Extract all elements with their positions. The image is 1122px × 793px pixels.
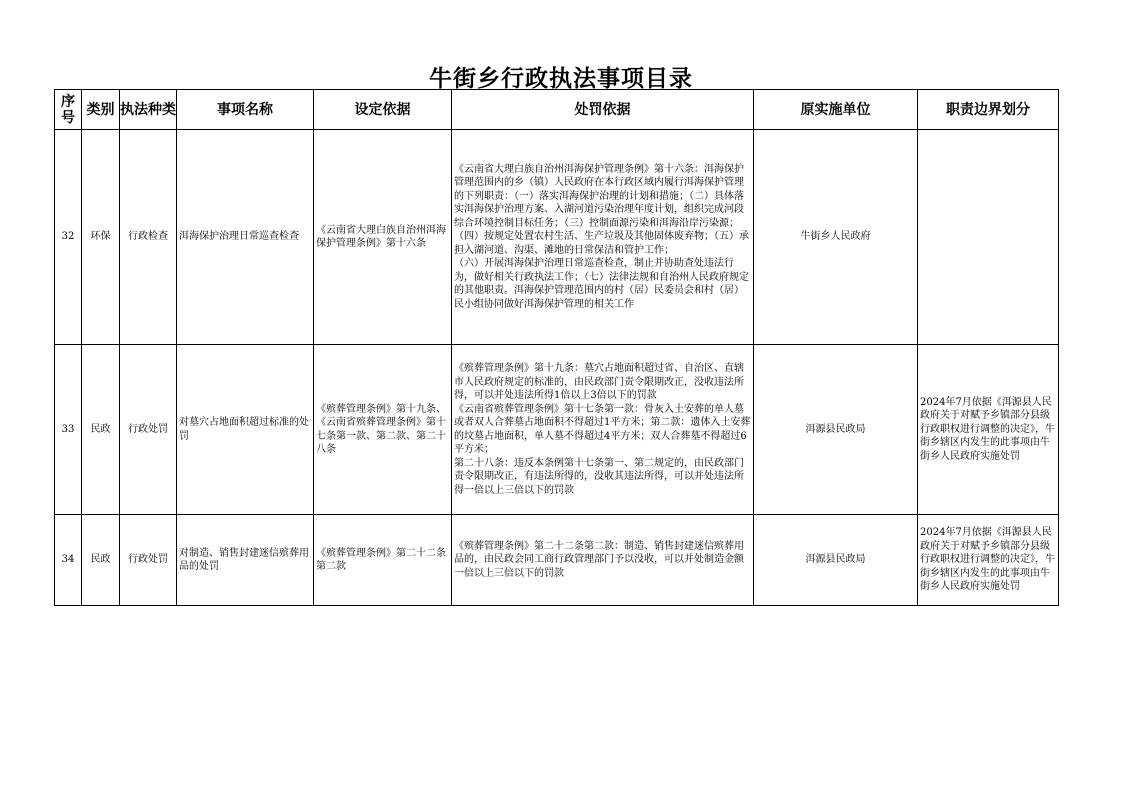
cell-basis: 《云南省大理白族自治州洱海保护管理条例》第十六条 bbox=[314, 130, 452, 345]
cell-type: 行政处罚 bbox=[120, 515, 177, 606]
table-row bbox=[55, 130, 1059, 345]
header-category: 类别 bbox=[82, 90, 120, 130]
cell-name: 对墓穴占地面积超过标准的处罚 bbox=[177, 345, 314, 515]
header-type: 执法种类 bbox=[120, 90, 177, 130]
header-boundary: 职责边界划分 bbox=[918, 90, 1059, 130]
enforcement-table bbox=[54, 89, 1059, 606]
page-title: 牛街乡行政执法事项目录 bbox=[429, 66, 693, 92]
cell-type: 行政处罚 bbox=[120, 345, 177, 515]
cell-unit: 洱源县民政局 bbox=[754, 345, 918, 515]
cell-category: 民政 bbox=[82, 345, 120, 515]
cell-basis: 《殡葬管理条例》第十九条、《云南省殡葬管理条例》第十七条第一款、第二款、第二十八条 bbox=[314, 345, 452, 515]
cell-no: 33 bbox=[55, 345, 82, 515]
table-row bbox=[55, 515, 1059, 606]
header-unit: 原实施单位 bbox=[754, 90, 918, 130]
header-basis: 设定依据 bbox=[314, 90, 452, 130]
penalty-text: 《殡葬管理条例》第二十二条第二款：制造、销售封建迷信殡葬用品的，由民政会同工商行政管理部门予以没收，可以并处制造金额一倍以上三倍以下的罚款 bbox=[454, 540, 744, 579]
cell-unit: 洱源县民政局 bbox=[754, 515, 918, 606]
cell-penalty bbox=[452, 130, 754, 345]
table-row bbox=[55, 345, 1059, 515]
cell-boundary bbox=[918, 130, 1059, 345]
header-no: 序号 bbox=[55, 90, 82, 130]
cell-type: 行政检查 bbox=[120, 130, 177, 345]
cell-category: 环保 bbox=[82, 130, 120, 345]
cell-unit: 牛街乡人民政府 bbox=[754, 130, 918, 345]
penalty-text: 《云南省大理白族自治州洱海保护管理条例》第十六条：洱海保护管理范围内的乡（镇）人民政府在本行政区域内履行洱海保护管理的下列职责：（一）落实洱海保护治理的计划和措施；（二）具体落实洱海保护治理方案、入湖河道污染治理年度计划，组织完成河段综合环境控制目标任务；（三）控制面源污染和洱海沿岸污染源；（四）按规定处置农村生活、生产垃圾及其他固体废弃物；（五）承担入湖河道、沟渠、滩地的日常保洁和管护工作； （六）开展洱海保护治理日常巡查检查，制止并协助查处违法行为，做好相关行政执法工作；（七）法律法规和自治州人民政府规定的其他职责。洱海保护管理范围内的村（居）民委员会和村（居）民小组协同做好洱海保护管理的相关工作 bbox=[454, 163, 749, 310]
header-name: 事项名称 bbox=[177, 90, 314, 130]
penalty-text: 《殡葬管理条例》第十九条：墓穴占地面积超过省、自治区、直辖市人民政府规定的标准的，由民政部门责令限期改正，没收违法所得，可以并处违法所得1倍以上3倍以下的罚款 《云南省殡葬管理条例》第十七条第一款：骨灰入土安葬的单人墓或者双人合葬墓占地面积不得超过1平方米；第二款：遗体入土安葬的坟墓占地面积，单人墓不得超过4平方米；双人合葬墓不得超过6平方米； 第二十八条：违反本条例第十七条第一、第二规定的，由民政部门责令限期改正，有违法所得的，没收其违法所得，可以并处违法所得一倍以上三倍以下的罚款 bbox=[454, 363, 751, 496]
header-row bbox=[55, 90, 1059, 130]
cell-boundary: 2024年7月依据《洱源县人民政府关于对赋予乡镇部分县级行政职权进行调整的决定》，牛街乡辖区内发生的此事项由牛街乡人民政府实施处罚 bbox=[918, 515, 1059, 606]
cell-boundary: 2024年7月依据《洱源县人民政府关于对赋予乡镇部分县级行政职权进行调整的决定》，牛街乡辖区内发生的此事项由牛街乡人民政府实施处罚 bbox=[918, 345, 1059, 515]
cell-category: 民政 bbox=[82, 515, 120, 606]
cell-name: 对制造、销售封建迷信殡葬用品的处罚 bbox=[177, 515, 314, 606]
cell-no: 32 bbox=[55, 130, 82, 345]
cell-penalty bbox=[452, 515, 754, 606]
cell-penalty bbox=[452, 345, 754, 515]
cell-no: 34 bbox=[55, 515, 82, 606]
cell-name: 洱海保护治理日常巡查检查 bbox=[177, 130, 314, 345]
header-penalty: 处罚依据 bbox=[452, 90, 754, 130]
cell-basis: 《殡葬管理条例》第二十二条第二款 bbox=[314, 515, 452, 606]
